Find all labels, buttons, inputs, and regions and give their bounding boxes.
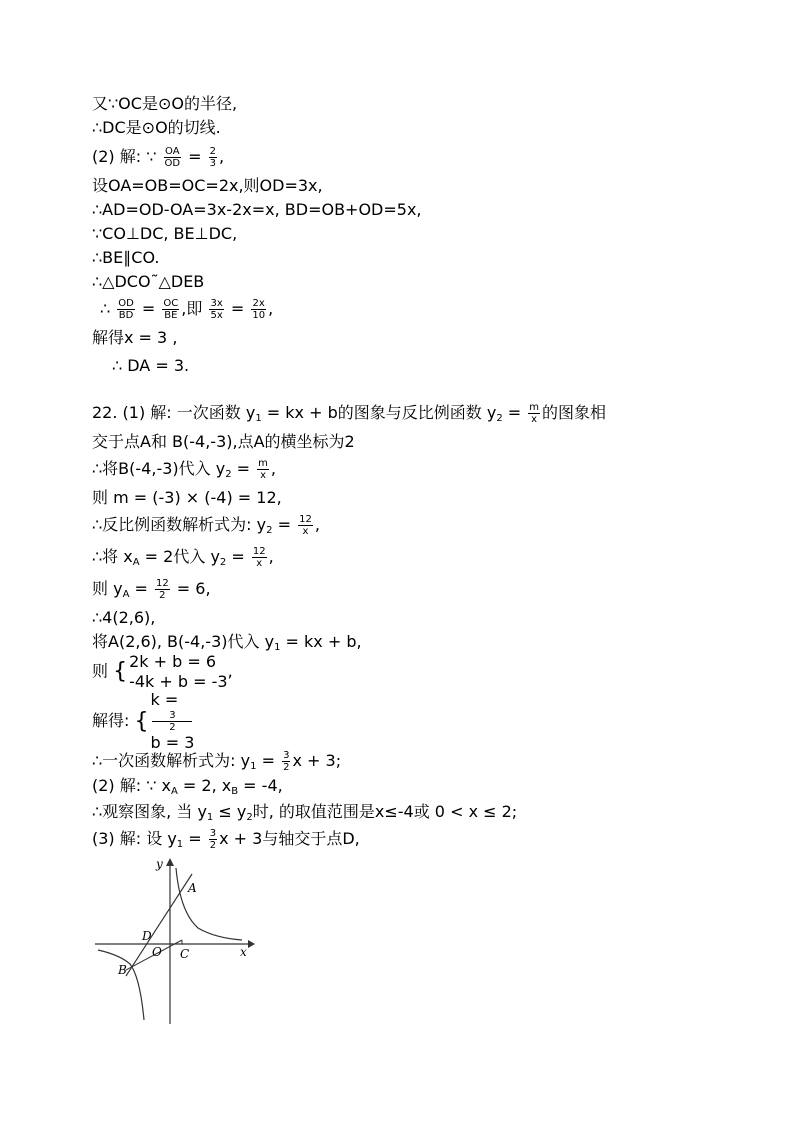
label-b: B <box>118 963 127 977</box>
fraction: 3 2 <box>152 710 192 733</box>
text-line: ∴观察图象, 当 $y_1 \le y_2$时, 的取值范围是x≤-4或 0 < x ≤ 2; <box>92 802 518 823</box>
hyperbola-branch-left <box>98 950 144 1020</box>
fraction: $\frac{3}{2}$ <box>209 828 217 851</box>
text-line: 22. (1) 解: 一次函数 $y_1$ = kx + b的图象与反比例函数 $y_2$ = $\frac{m}{x}$ 的图象相 <box>92 402 607 425</box>
text-line: 交于点A和 B(-4,-3),点A的横坐标为2 <box>92 432 355 451</box>
text-line: ∴一次函数解析式为: $y_1$ = $\frac{3}{2}$ x + 3; <box>92 750 342 773</box>
text-line: 则 $y_A$ = $\frac{12}{2}$ = 6, <box>92 578 211 601</box>
fraction: $\frac{OA}{OD}$ <box>164 146 181 169</box>
text-line: 又∵OC是⊙O的半径, <box>92 94 238 113</box>
hyperbola-branch-right <box>176 868 242 940</box>
label-a: A <box>188 881 197 895</box>
x-axis-arrow <box>248 940 255 948</box>
text-line: (3) 解: 设 $y_1$ = $\frac{3}{2}$ x + 3与轴交于点D, <box>92 828 360 851</box>
text-line: 则 m = (-3) × (-4) = 12, <box>92 488 282 507</box>
text-line: ∴将 $x_A = 2$代入 $y_2$ = $\frac{12}{x}$ , <box>92 546 274 569</box>
text-line: 解得x = 3 , <box>92 328 178 347</box>
fraction: $\frac{2x}{10}$ <box>252 298 266 321</box>
label-y: y <box>156 857 163 871</box>
text-line: ∴ DA = 3. <box>112 356 190 375</box>
fraction: $\frac{12}{x}$ <box>299 514 312 537</box>
text-line: ∴ $\frac{OD}{BD}$ = $\frac{OC}{BE}$ ,即 $\frac{3x}{5x}$ = $\frac{2x}{10}$ , <box>100 298 274 321</box>
text-line: 将A(2,6), B(-4,-3)代入 $y_1$ = kx + b, <box>92 632 362 653</box>
text-line: ∴反比例函数解析式为: $y_2$ = $\frac{12}{x}$ , <box>92 514 320 537</box>
text-line: (2) 解: ∵ $x_A = 2$, $x_B = -4$, <box>92 776 283 797</box>
fraction: $\frac{3}{2}$ <box>283 750 290 773</box>
text-line: ∴4(2,6), <box>92 608 156 627</box>
label-x: x <box>240 945 247 959</box>
fraction: $\frac{12}{x}$ <box>252 546 266 569</box>
fraction: $\frac{m}{x}$ <box>258 458 268 481</box>
fraction: $\frac{3x}{5x}$ <box>210 298 223 321</box>
text-line: ∴DC是⊙O的切线. <box>92 118 221 137</box>
text-line: 设OA=OB=OC=2x,则OD=3x, <box>92 176 323 195</box>
label-d: D <box>142 929 152 943</box>
text-line: ∴AD=OD-OA=3x-2x=x, BD=OB+OD=5x, <box>92 200 422 219</box>
text-line: ∴BE∥CO. <box>92 248 160 267</box>
text-line: ∵CO⊥DC, BE⊥DC, <box>92 224 238 243</box>
label-c: C <box>180 947 190 961</box>
equation-system: 则 { 2k + b = 6 -4k + b = -3 , <box>92 652 233 691</box>
fraction: $\frac{m}{x}$ <box>529 402 540 425</box>
fraction: $\frac{2}{3}$ <box>209 146 217 169</box>
text-line: ∴将B(-4,-3)代入 $y_2$ = $\frac{m}{x}$ , <box>92 458 276 481</box>
label-o: O <box>152 945 162 959</box>
fraction: $\frac{OC}{BE}$ <box>163 298 179 321</box>
coordinate-figure <box>90 852 265 1027</box>
fraction: $\frac{OD}{BD}$ <box>118 298 134 321</box>
equation-system: 解得: { k = 3 2 b = 3 <box>92 690 195 752</box>
y-axis-arrow <box>166 858 174 866</box>
text-line: ∴△DCO˜△DEB <box>92 272 205 291</box>
fraction: $\frac{12}{2}$ <box>155 578 169 601</box>
text-line: (2) 解: ∵ $\frac{OA}{OD}$ = $\frac{2}{3}$ , <box>92 146 225 169</box>
